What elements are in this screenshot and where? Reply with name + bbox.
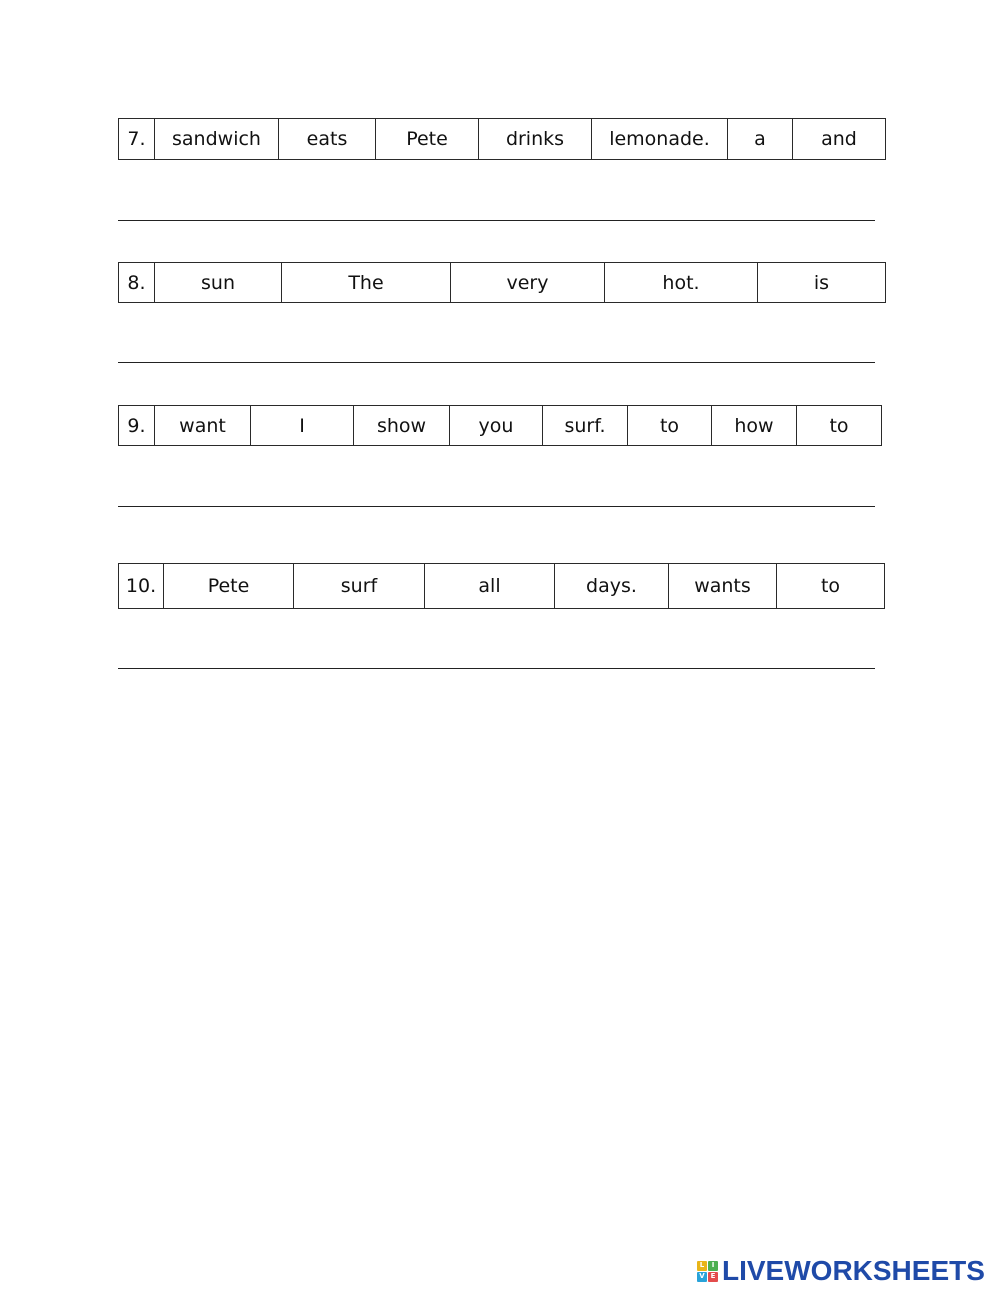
word-tile[interactable]: drinks: [479, 119, 592, 160]
logo-letter: E: [708, 1272, 718, 1282]
word-tile[interactable]: you: [450, 406, 543, 446]
answer-input-10[interactable]: [118, 640, 875, 668]
word-tile[interactable]: days.: [555, 564, 669, 609]
question-number: 7.: [119, 119, 155, 160]
word-tile[interactable]: hot.: [605, 263, 758, 303]
word-tile[interactable]: wants: [669, 564, 777, 609]
answer-input-8[interactable]: [118, 334, 875, 362]
question-number: 8.: [119, 263, 155, 303]
word-tile[interactable]: I: [251, 406, 354, 446]
word-tile[interactable]: want: [155, 406, 251, 446]
question-8-word-table: [118, 262, 886, 303]
word-tile[interactable]: surf: [294, 564, 425, 609]
question-7-word-table: [118, 118, 886, 160]
logo-letter: V: [697, 1272, 707, 1282]
answer-input-7[interactable]: [118, 192, 875, 220]
word-tile[interactable]: a: [728, 119, 793, 160]
logo-letter: L: [697, 1261, 707, 1271]
question-10-word-table: [118, 563, 885, 609]
word-tile[interactable]: and: [793, 119, 886, 160]
word-tile[interactable]: Pete: [164, 564, 294, 609]
word-tile[interactable]: sun: [155, 263, 282, 303]
liveworksheets-logo: [697, 1254, 985, 1288]
word-tile[interactable]: to: [628, 406, 712, 446]
question-number: 9.: [119, 406, 155, 446]
word-tile[interactable]: The: [282, 263, 451, 303]
answer-line-8: [118, 362, 875, 363]
word-tile[interactable]: eats: [279, 119, 376, 160]
word-tile[interactable]: show: [354, 406, 450, 446]
word-tile[interactable]: to: [797, 406, 882, 446]
word-tile[interactable]: how: [712, 406, 797, 446]
answer-line-7: [118, 220, 875, 221]
logo-mark-icon: [697, 1261, 718, 1282]
answer-line-9: [118, 506, 875, 507]
word-tile[interactable]: is: [758, 263, 886, 303]
word-tile[interactable]: lemonade.: [592, 119, 728, 160]
word-tile[interactable]: Pete: [376, 119, 479, 160]
answer-input-9[interactable]: [118, 478, 875, 506]
word-tile[interactable]: all: [425, 564, 555, 609]
question-number: 10.: [119, 564, 164, 609]
word-tile[interactable]: sandwich: [155, 119, 279, 160]
question-9-word-table: [118, 405, 882, 446]
word-tile[interactable]: very: [451, 263, 605, 303]
brand-name: LIVEWORKSHEETS: [722, 1255, 985, 1286]
word-tile[interactable]: surf.: [543, 406, 628, 446]
logo-letter: I: [708, 1261, 718, 1271]
word-tile[interactable]: to: [777, 564, 885, 609]
answer-line-10: [118, 668, 875, 669]
